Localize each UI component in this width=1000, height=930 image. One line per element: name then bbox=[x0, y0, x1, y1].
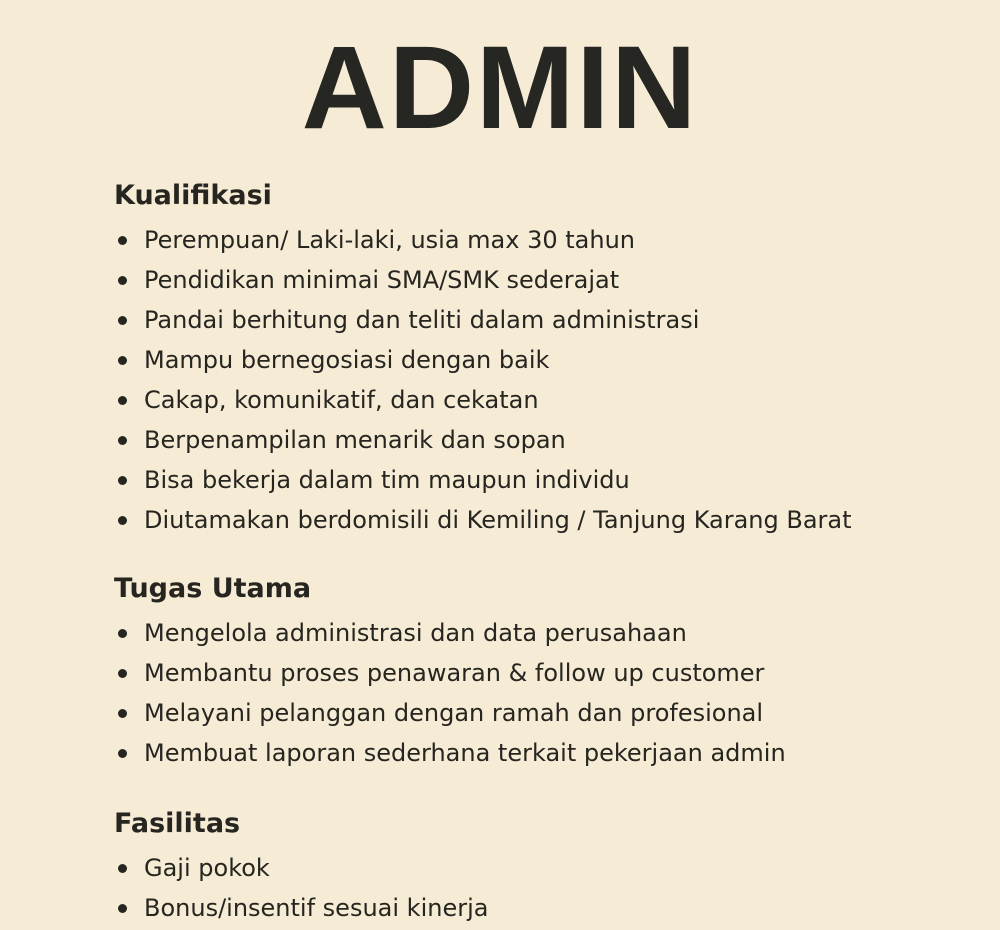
bullet-icon bbox=[118, 236, 127, 245]
list-item-text: Pandai berhitung dan teliti dalam administrasi bbox=[144, 306, 700, 334]
bullet-icon bbox=[118, 476, 127, 485]
list-item bbox=[114, 613, 974, 653]
list-item bbox=[114, 420, 974, 460]
list-item bbox=[114, 340, 974, 380]
list-item bbox=[114, 848, 974, 888]
bullet-icon bbox=[118, 396, 127, 405]
section-heading: Kualifikasi bbox=[114, 180, 272, 211]
bullet-icon bbox=[118, 709, 127, 718]
section-heading: Fasilitas bbox=[114, 808, 241, 839]
list-item-text: Mengelola administrasi dan data perusahaan bbox=[144, 619, 687, 647]
list-item-text: Mampu bernegosiasi dengan baik bbox=[144, 346, 550, 374]
bullet-icon bbox=[118, 316, 127, 325]
list-item bbox=[114, 300, 974, 340]
list-item-text: Membantu proses penawaran & follow up customer bbox=[144, 659, 765, 687]
list-item-text: Diutamakan berdomisili di Kemiling / Tanjung Karang Barat bbox=[144, 506, 852, 534]
list-item bbox=[114, 888, 974, 928]
section-kualifikasi bbox=[114, 178, 974, 540]
list-item bbox=[114, 380, 974, 420]
list-item bbox=[114, 693, 974, 733]
list-item-text: Bisa bekerja dalam tim maupun individu bbox=[144, 466, 630, 494]
section-heading: Tugas Utama bbox=[114, 573, 312, 604]
list-item bbox=[114, 460, 974, 500]
list-item bbox=[114, 220, 974, 260]
list-item-text: Membuat laporan sederhana terkait pekerjaan admin bbox=[144, 739, 786, 767]
list-item-text: Gaji pokok bbox=[144, 854, 270, 882]
list-item-text: Melayani pelanggan dengan ramah dan profesional bbox=[144, 699, 764, 727]
bullet-icon bbox=[118, 276, 127, 285]
bullet-icon bbox=[118, 516, 127, 525]
section-fasilitas bbox=[114, 806, 974, 928]
bullet-icon bbox=[118, 436, 127, 445]
bullet-icon bbox=[118, 904, 127, 913]
bullet-icon bbox=[118, 629, 127, 638]
bullet-list bbox=[114, 848, 974, 928]
list-item-text: Perempuan/ Laki-laki, usia max 30 tahun bbox=[144, 226, 636, 254]
page-title: ADMIN bbox=[301, 22, 699, 154]
bullet-icon bbox=[118, 356, 127, 365]
list-item bbox=[114, 653, 974, 693]
list-item bbox=[114, 260, 974, 300]
bullet-icon bbox=[118, 864, 127, 873]
list-item bbox=[114, 733, 974, 773]
list-item-text: Cakap, komunikatif, dan cekatan bbox=[144, 386, 539, 414]
bullet-icon bbox=[118, 749, 127, 758]
list-item-text: Berpenampilan menarik dan sopan bbox=[144, 426, 566, 454]
list-item-text: Bonus/insentif sesuai kinerja bbox=[144, 894, 489, 922]
list-item-text: Pendidikan minimai SMA/SMK sederajat bbox=[144, 266, 620, 294]
list-item bbox=[114, 500, 974, 540]
bullet-list bbox=[114, 613, 974, 773]
bullet-list bbox=[114, 220, 974, 540]
section-tugas-utama bbox=[114, 571, 974, 773]
bullet-icon bbox=[118, 669, 127, 678]
